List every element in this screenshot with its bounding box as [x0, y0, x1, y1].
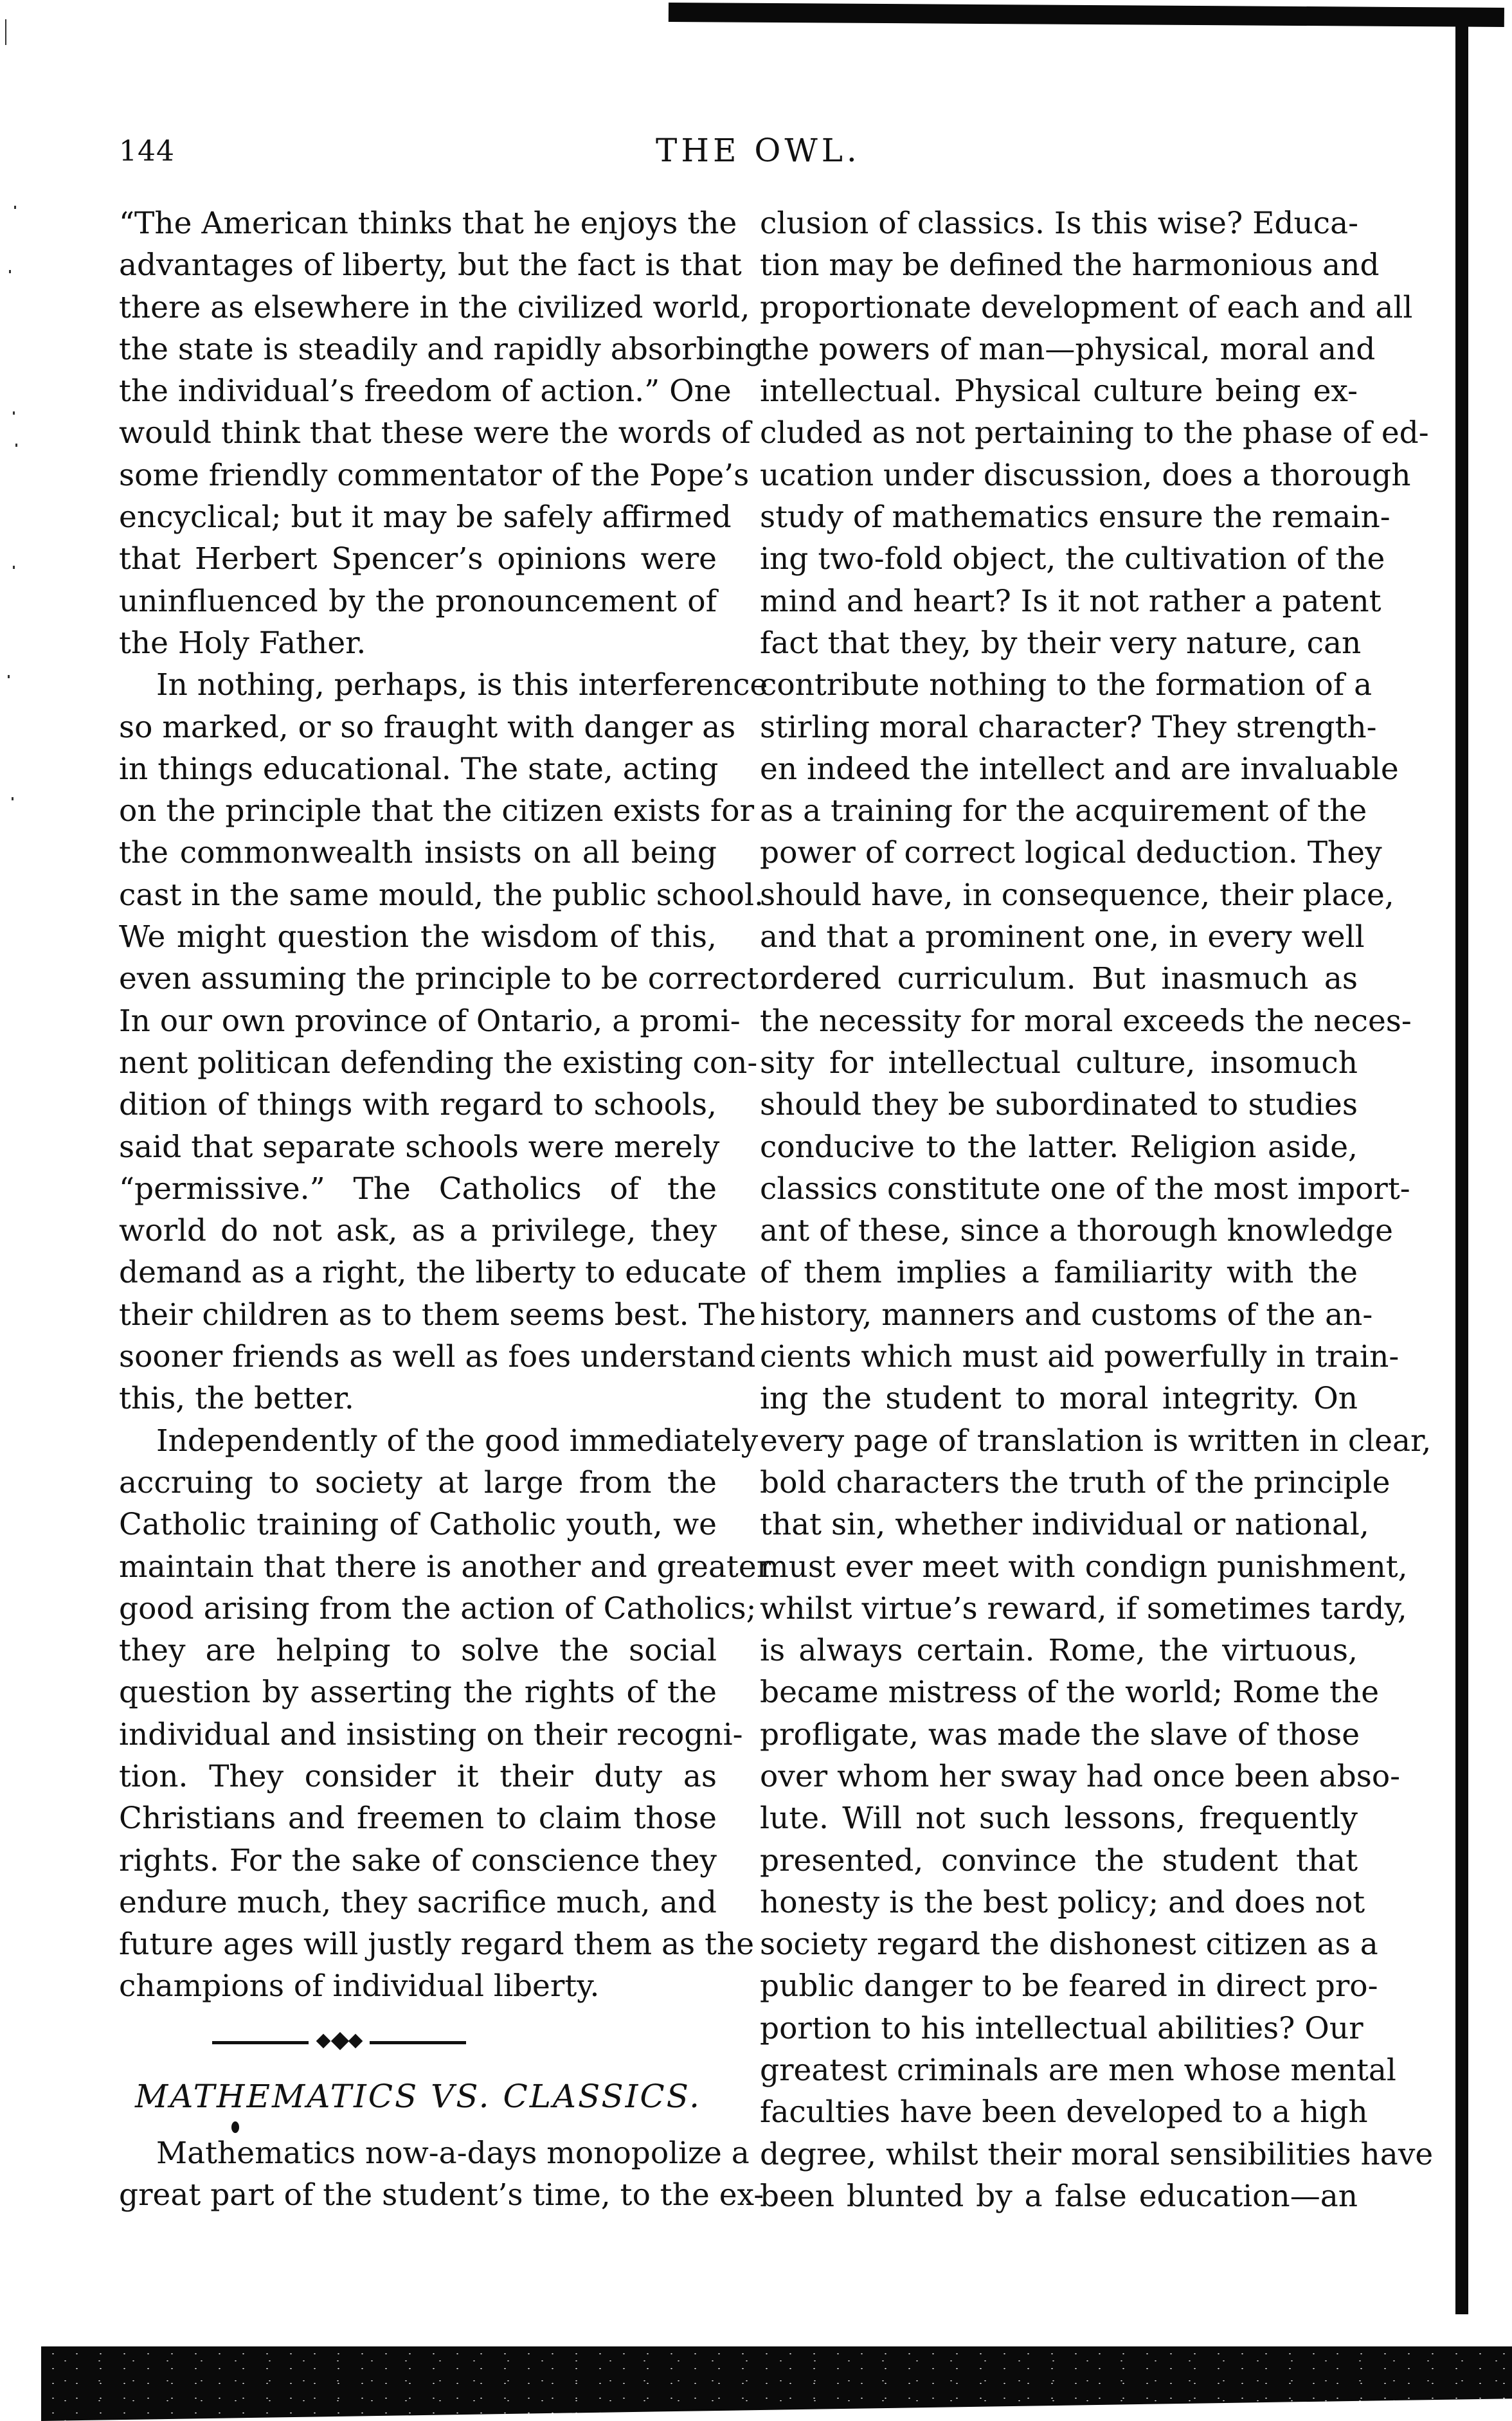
- text-line: the individual’s freedom of action.” One: [119, 374, 732, 410]
- text-line: as a training for the acquirement of the: [760, 793, 1367, 829]
- text-line: power of correct logical deduction. They: [760, 835, 1382, 871]
- text-line: sity for intellectual culture, insomuch: [760, 1045, 1358, 1081]
- text-line: greatest criminals are men whose mental: [760, 2053, 1396, 2089]
- running-head-title: THE OWL.: [656, 132, 861, 169]
- text-line: there as elsewhere in the civilized world,: [119, 289, 750, 325]
- text-line: ucation under discussion, does a thorough: [760, 457, 1411, 493]
- text-line: bold characters the truth of the principle: [760, 1464, 1390, 1500]
- text-line: honesty is the best policy; and does not: [760, 1884, 1365, 1920]
- text-line: should they be subordinated to studies: [760, 1087, 1358, 1123]
- text-line: encyclical; but it may be safely affirmed: [119, 500, 732, 536]
- text-line: said that separate schools were merely: [119, 1129, 720, 1165]
- text-line: that sin, whether individual or national,: [760, 1507, 1369, 1543]
- text-line: history, manners and customs of the an-: [760, 1297, 1373, 1333]
- text-line: and that a prominent one, in every well: [760, 919, 1365, 955]
- text-line: portion to his intellectual abilities? Our: [760, 2010, 1364, 2046]
- text-line: sooner friends as well as foes understand: [119, 1339, 756, 1375]
- text-line: “permissive.” The Catholics of the: [119, 1171, 717, 1207]
- section-opening-text: [119, 2132, 764, 2217]
- text-line: cast in the same mould, the public school.: [119, 877, 764, 913]
- text-line: every page of translation is written in clear,: [760, 1423, 1432, 1459]
- text-line: this, the better.: [119, 1381, 354, 1417]
- text-line: clusion of classics. Is this wise? Educa-: [760, 206, 1358, 241]
- text-line: the commonwealth insists on all being: [119, 835, 717, 871]
- text-line: endure much, they sacrifice much, and: [119, 1884, 717, 1920]
- text-line: future ages will justly regard them as the: [119, 1927, 755, 1963]
- text-line: en indeed the intellect and are invaluable: [760, 751, 1399, 787]
- text-line: world do not ask, as a privilege, they: [119, 1213, 717, 1249]
- text-line: Christians and freemen to claim those: [119, 1801, 717, 1837]
- text-line: even assuming the principle to be correct.: [119, 961, 769, 997]
- text-line: intellectual. Physical culture being ex-: [760, 374, 1358, 410]
- text-line: would think that these were the words of: [119, 415, 751, 451]
- text-line: ordered curriculum. But inasmuch as: [760, 961, 1358, 997]
- text-line: presented, convince the student that: [760, 1842, 1358, 1878]
- text-line: on the principle that the citizen exists for: [119, 793, 755, 829]
- text-line: lute. Will not such lessons, frequently: [760, 1801, 1358, 1837]
- ornamental-rule-icon: [212, 2035, 466, 2050]
- text-line: champions of individual liberty.: [119, 1968, 600, 2004]
- text-line: some friendly commentator of the Pope’s: [119, 457, 750, 493]
- text-line: society regard the dishonest citizen as a: [760, 1927, 1378, 1963]
- text-line: the Holy Father.: [119, 625, 366, 661]
- text-line: great part of the student’s time, to the ex-: [119, 2177, 764, 2213]
- text-line: rights. For the sake of conscience they: [119, 1842, 717, 1878]
- text-line: tion may be defined the harmonious and: [760, 248, 1380, 284]
- text-line: In our own province of Ontario, a promi-: [119, 1003, 741, 1039]
- text-line: must ever meet with condign punishment,: [760, 1549, 1408, 1585]
- text-line: accruing to society at large from the: [119, 1464, 717, 1500]
- text-line: in things educational. The state, acting: [119, 751, 719, 787]
- text-line: Catholic training of Catholic youth, we: [119, 1507, 717, 1543]
- right-column: [760, 203, 1434, 2217]
- text-line: Independently of the good immediately: [156, 1423, 759, 1459]
- text-line: should have, in consequence, their place,: [760, 877, 1394, 913]
- text-line: the necessity for moral exceeds the neces-: [760, 1003, 1412, 1039]
- text-line: the state is steadily and rapidly absorbing: [119, 331, 764, 367]
- text-line: the powers of man—physical, moral and: [760, 331, 1376, 367]
- text-line: so marked, or so fraught with danger as: [119, 709, 736, 745]
- margin-specks: [0, 0, 19, 900]
- text-line: tion. They consider it their duty as: [119, 1758, 717, 1794]
- text-line: conducive to the latter. Religion aside,: [760, 1129, 1358, 1165]
- text-line: ing two-fold object, the cultivation of the: [760, 541, 1385, 577]
- text-line: profligate, was made the slave of those: [760, 1716, 1360, 1752]
- text-line: over whom her sway had once been abso-: [760, 1758, 1401, 1794]
- text-line: their children as to them seems best. The: [119, 1297, 756, 1333]
- text-line: nent politican defending the existing con-: [119, 1045, 758, 1081]
- text-line: fact that they, by their very nature, can: [760, 625, 1362, 661]
- text-line: study of mathematics ensure the remain-: [760, 500, 1390, 536]
- text-line: individual and insisting on their recogni-: [119, 1716, 743, 1752]
- text-line: ant of these, since a thorough knowledge: [760, 1213, 1393, 1249]
- text-line: mind and heart? Is it not rather a patent: [760, 583, 1382, 619]
- text-line: In nothing, perhaps, is this interference: [156, 667, 768, 703]
- text-line: ing the student to moral integrity. On: [760, 1381, 1358, 1417]
- left-column: [119, 203, 771, 2008]
- text-line: that Herbert Spencer’s opinions were: [119, 541, 717, 577]
- text-line: whilst virtue’s reward, if sometimes tardy,: [760, 1590, 1407, 1626]
- ink-dot: [231, 2121, 239, 2133]
- text-line: question by asserting the rights of the: [119, 1675, 717, 1711]
- text-line: contribute nothing to the formation of a: [760, 667, 1372, 703]
- text-line: proportionate development of each and all: [760, 289, 1413, 325]
- text-line: cluded as not pertaining to the phase of ed-: [760, 415, 1429, 451]
- text-line: “The American thinks that he enjoys the: [119, 206, 737, 241]
- text-line: advantages of liberty, but the fact is that: [119, 248, 742, 284]
- text-line: demand as a right, the liberty to educate: [119, 1255, 747, 1291]
- text-line: faculties have been developed to a high: [760, 2094, 1368, 2130]
- text-line: been blunted by a false education—an: [760, 2178, 1358, 2214]
- text-line: of them implies a familiarity with the: [760, 1255, 1358, 1291]
- text-line: Mathematics now-a-days monopolize a: [156, 2136, 750, 2171]
- text-line: public danger to be feared in direct pro-: [760, 1968, 1378, 2004]
- text-line: stirling moral character? They strength-: [760, 709, 1377, 745]
- text-line: uninfluenced by the pronouncement of: [119, 583, 717, 619]
- text-line: cients which must aid powerfully in train-: [760, 1339, 1400, 1375]
- text-line: is always certain. Rome, the virtuous,: [760, 1633, 1358, 1669]
- bottom-scan-edge: [41, 2346, 1512, 2421]
- text-line: dition of things with regard to schools,: [119, 1087, 717, 1123]
- text-line: they are helping to solve the social: [119, 1633, 717, 1669]
- text-line: degree, whilst their moral sensibilities have: [760, 2136, 1434, 2172]
- top-border-rule: [669, 3, 1504, 27]
- text-line: classics constitute one of the most import-: [760, 1171, 1410, 1207]
- text-line: became mistress of the world; Rome the: [760, 1675, 1380, 1711]
- page-number: 144: [119, 135, 175, 168]
- text-line: We might question the wisdom of this,: [119, 919, 717, 955]
- section-heading: MATHEMATICS VS. CLASSICS.: [135, 2078, 702, 2115]
- right-border-rule: [1455, 13, 1468, 2314]
- text-line: good arising from the action of Catholics;: [119, 1590, 757, 1626]
- text-line: maintain that there is another and greater: [119, 1549, 771, 1585]
